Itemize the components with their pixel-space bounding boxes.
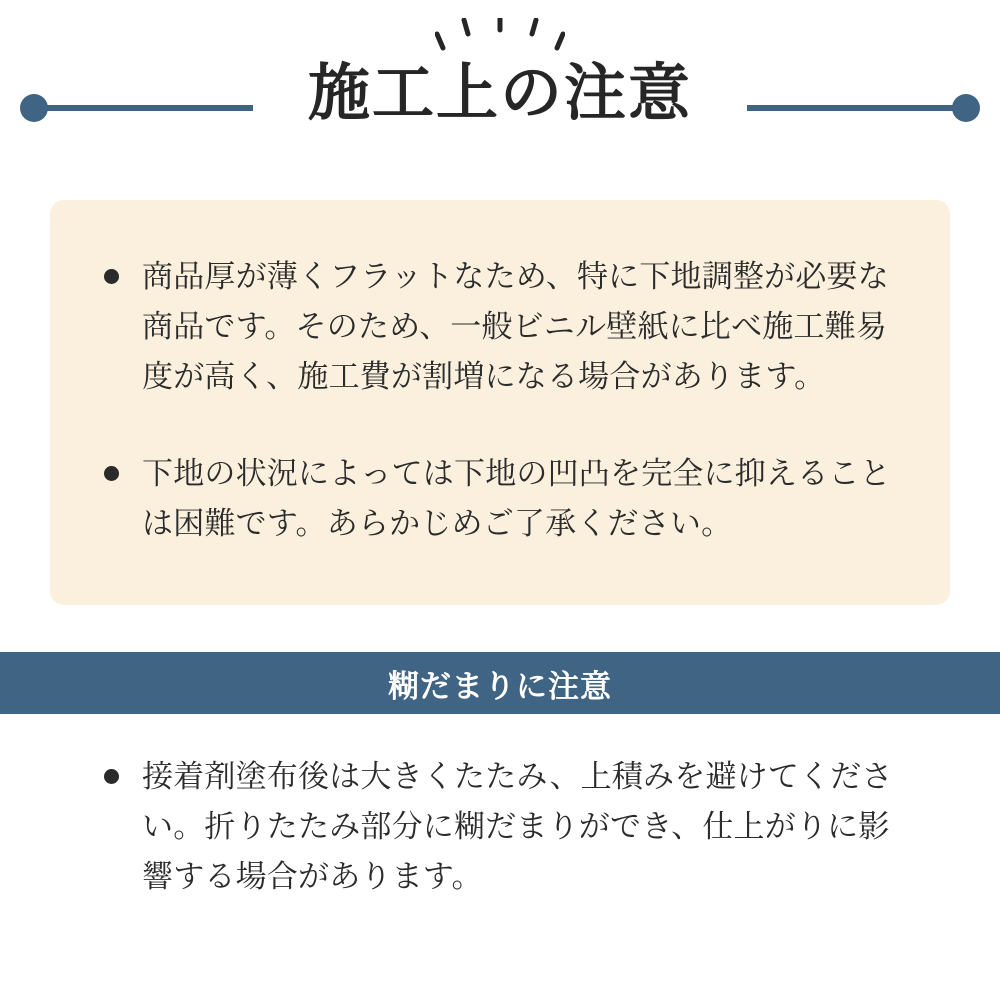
list-item: 接着剤塗布後は大きくたたみ、上積みを避けてください。折りたたみ部分に糊だまりができ、仕上がりに影響する場合があります。	[94, 752, 906, 903]
list-item: 下地の状況によっては下地の凹凸を完全に抑えることは困難です。あらかじめご了承ください。	[94, 449, 906, 549]
list-item: 商品厚が薄くフラットなため、特に下地調整が必要な商品です。そのため、一般ビニル壁紙に比べ施工難易度が高く、施工費が割増になる場合があります。	[94, 252, 906, 403]
page-title: 施工上の注意	[307, 56, 692, 129]
rule-dot-right	[952, 94, 980, 122]
section-band	[0, 652, 1000, 714]
burst-lines-icon	[435, 18, 565, 60]
notice-list	[94, 252, 906, 549]
lower-notice-list	[94, 752, 906, 903]
section-band-title: 糊だまりに注意	[388, 668, 612, 704]
rule-line-right	[747, 105, 962, 111]
page-title-wrap	[0, 56, 1000, 129]
notice-panel	[50, 200, 950, 605]
lower-notice	[50, 752, 950, 903]
page-header	[0, 0, 1000, 175]
